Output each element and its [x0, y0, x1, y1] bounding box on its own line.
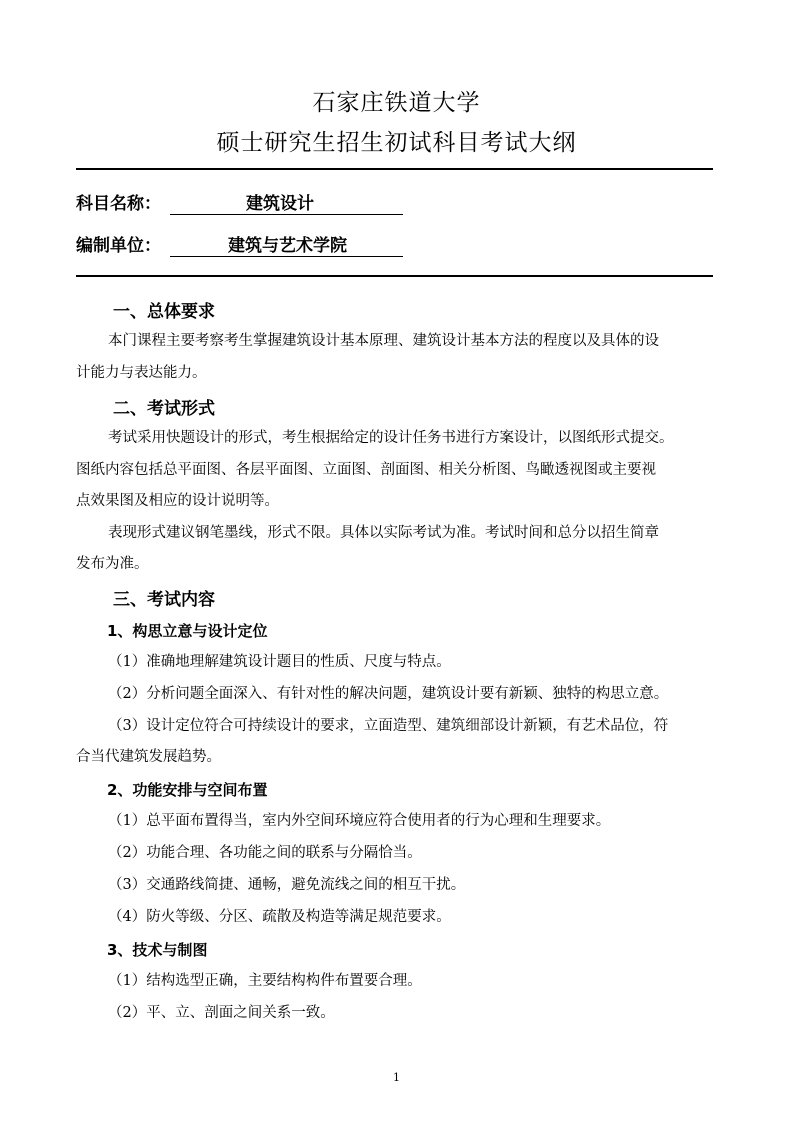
- list-item: （3）交通路线简捷、通畅，避免流线之间的相互干扰。: [108, 877, 466, 893]
- unit-row: [76, 234, 347, 258]
- section-exam-format-heading: 二、考试形式: [113, 399, 215, 419]
- list-item: （2）平、立、剖面之间关系一致。: [108, 1005, 335, 1021]
- paragraph-line: 考试采用快题设计的形式，考生根据给定的设计任务书进行方案设计，以图纸形式提交。: [108, 430, 674, 446]
- paragraph-line: 表现形式建议钢笔墨线，形式不限。具体以实际考试为准。考试时间和总分以招生简章: [108, 525, 659, 541]
- page-number: 1: [393, 1071, 400, 1084]
- top-divider: [76, 168, 713, 170]
- list-item-continuation: 合当代建筑发展趋势。: [76, 749, 221, 765]
- unit-label: 编制单位：: [76, 236, 161, 256]
- section-exam-content-heading: 三、考试内容: [113, 590, 215, 610]
- list-item: （4）防火等级、分区、疏散及构造等满足规范要求。: [108, 909, 451, 925]
- unit-field: [170, 234, 403, 257]
- list-item: （2）功能合理、各功能之间的联系与分隔恰当。: [108, 845, 422, 861]
- paragraph-line: 图纸内容包括总平面图、各层平面图、立面图、剖面图、相关分析图、鸟瞰透视图或主要视: [76, 462, 656, 478]
- paragraph-line: 计能力与表达能力。: [76, 365, 207, 381]
- unit-value: 建筑与艺术学院: [228, 236, 347, 256]
- subject-label: 科目名称：: [76, 194, 161, 214]
- list-item: （1）结构选型正确，主要结构构件布置要合理。: [108, 973, 422, 989]
- section-general-requirements-heading: 一、总体要求: [113, 302, 215, 322]
- paragraph-line: 本门课程主要考察考生掌握建筑设计基本原理、建筑设计基本方法的程度以及具体的设: [108, 333, 659, 349]
- subject-row: [76, 192, 314, 216]
- subsection-technique-heading: 3、技术与制图: [107, 941, 208, 959]
- subject-value: 建筑设计: [246, 194, 314, 214]
- list-item: （3）设计定位符合可持续设计的要求，立面造型、建筑细部设计新颖，有艺术品位，符: [108, 718, 669, 734]
- list-item: （1）准确地理解建筑设计题目的性质、尺度与特点。: [108, 654, 451, 670]
- document-title: 硕士研究生招生初试科目考试大纲: [216, 130, 577, 156]
- paragraph-line: 点效果图及相应的设计说明等。: [76, 493, 279, 509]
- subject-field: [170, 192, 403, 215]
- bottom-divider: [76, 275, 713, 277]
- subsection-function-heading: 2、功能安排与空间布置: [107, 781, 268, 799]
- list-item: （1）总平面布置得当，室内外空间环境应符合使用者的行为心理和生理要求。: [108, 813, 611, 829]
- subsection-concept-heading: 1、构思立意与设计定位: [107, 622, 268, 640]
- university-name: 石家庄铁道大学: [312, 90, 481, 116]
- paragraph-line: 发布为准。: [76, 556, 149, 572]
- list-item: （2）分析问题全面深入、有针对性的解决问题，建筑设计要有新颖、独特的构思立意。: [108, 686, 669, 702]
